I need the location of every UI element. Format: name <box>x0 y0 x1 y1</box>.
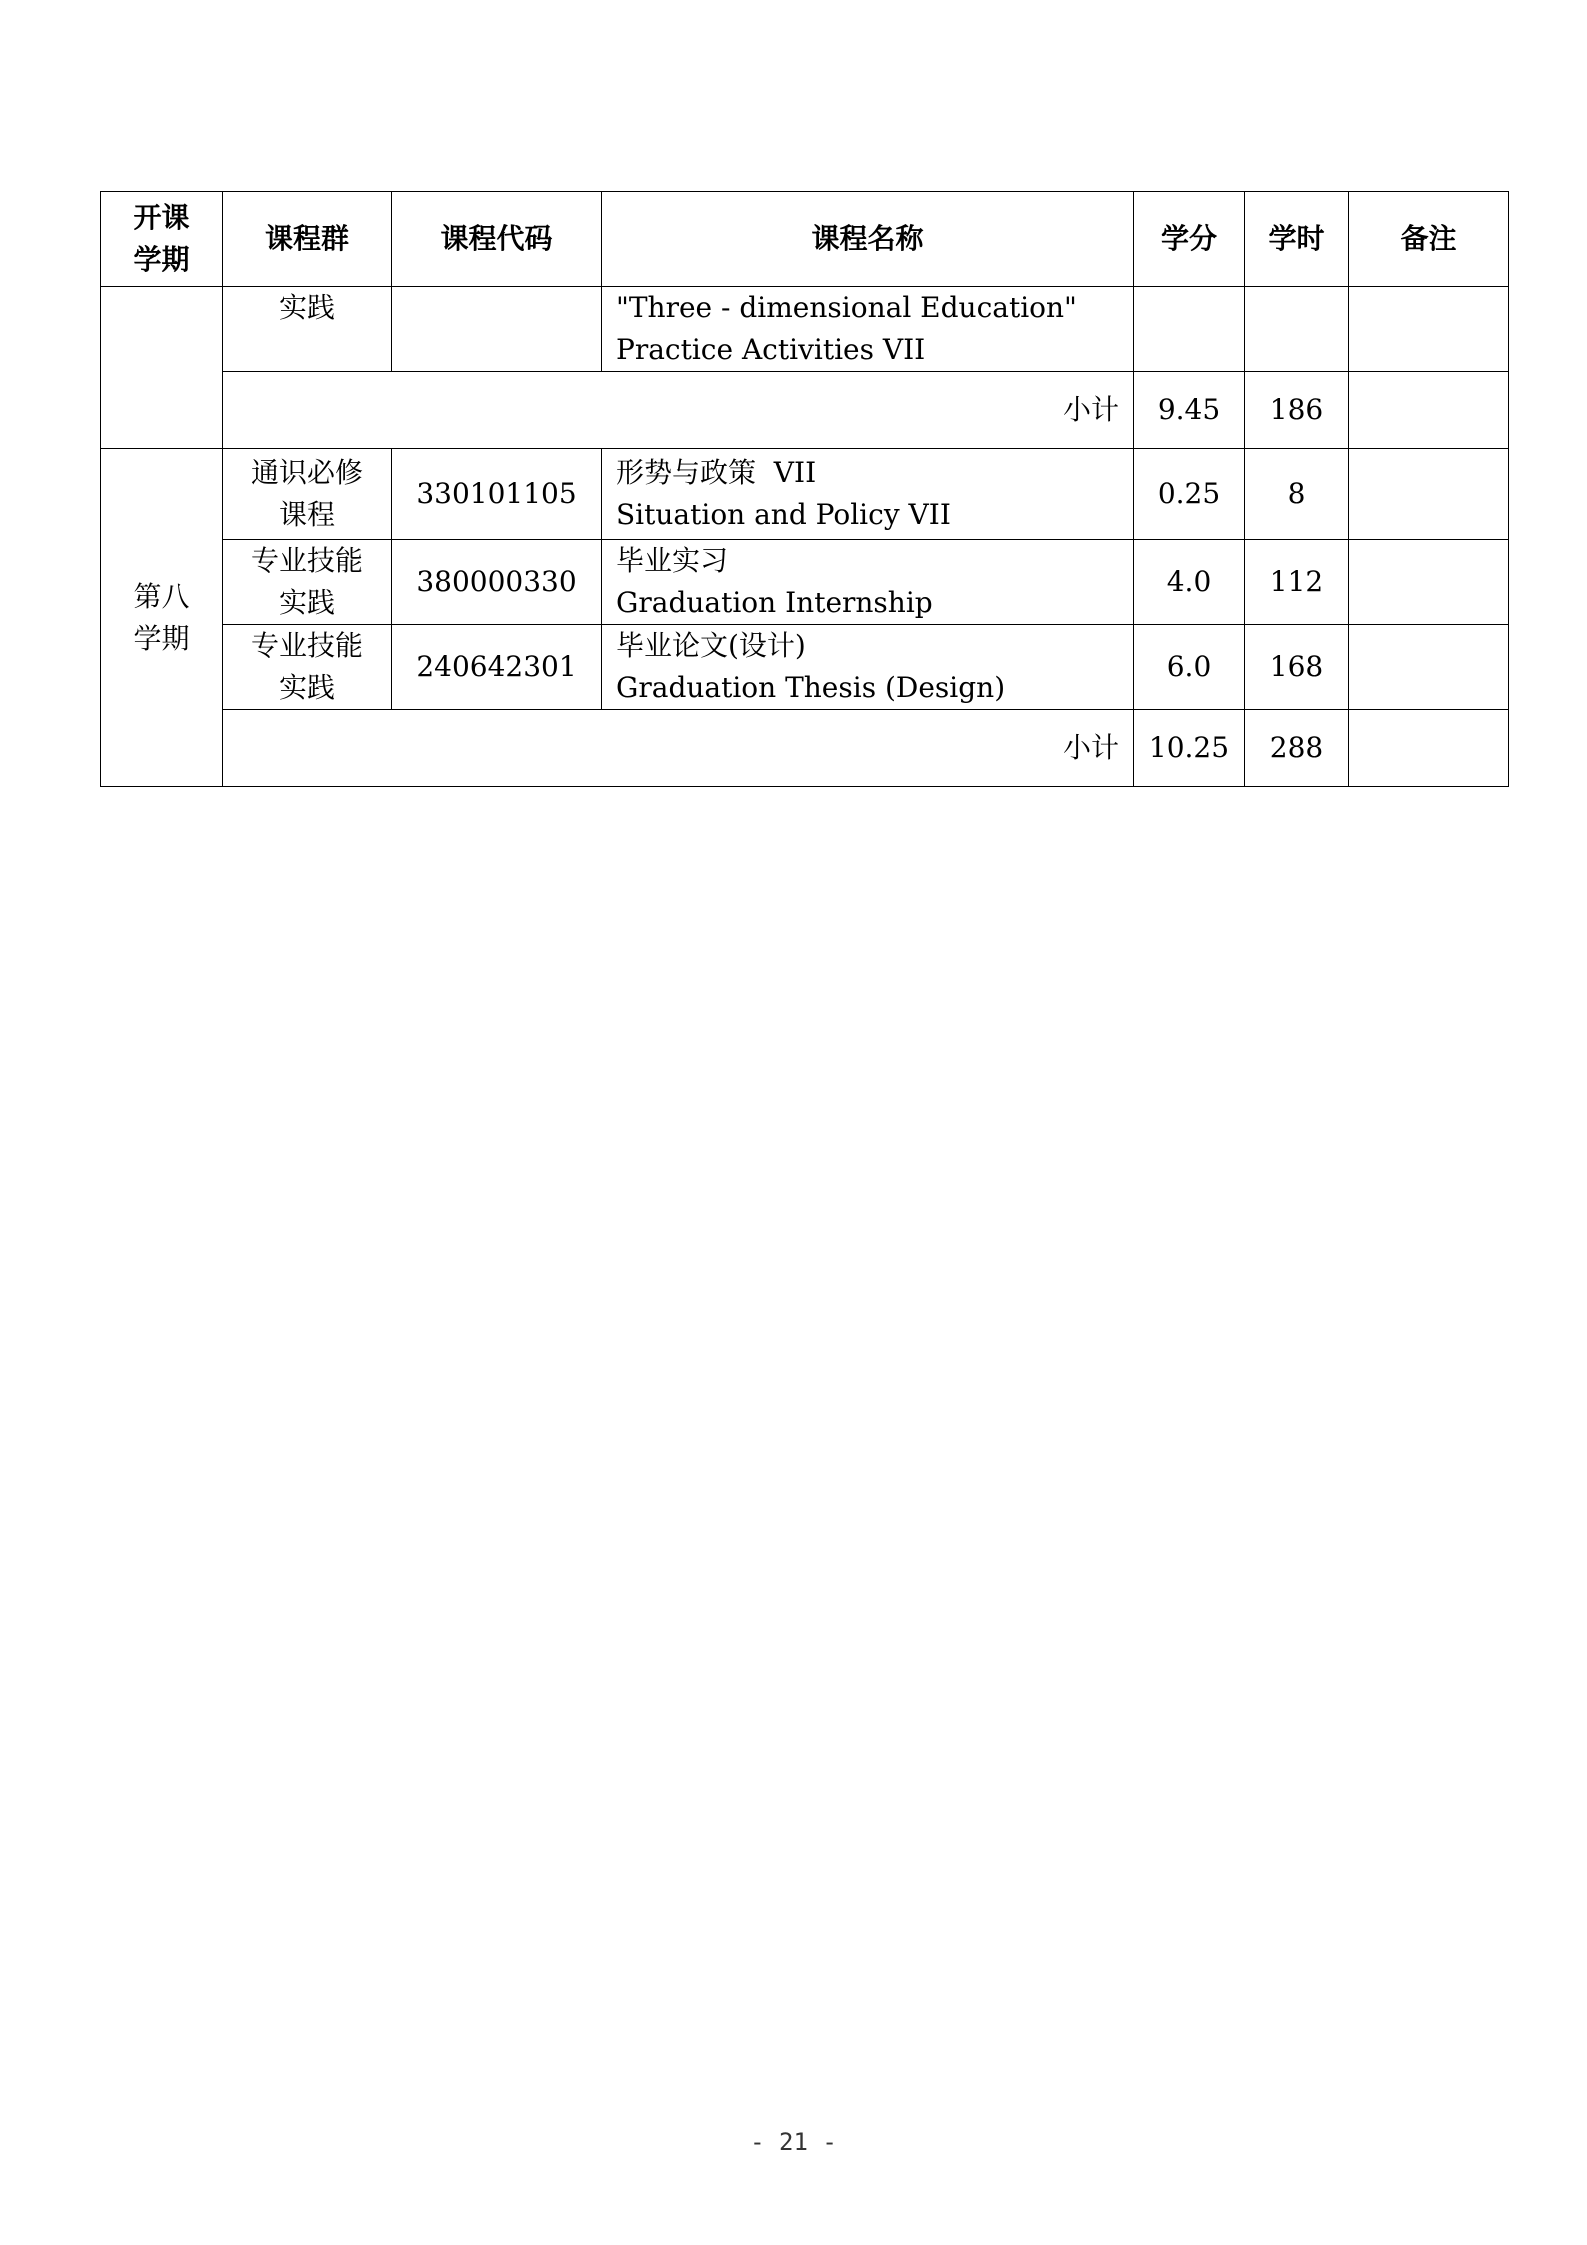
course-remark <box>1349 449 1509 540</box>
subtotal-hours: 186 <box>1245 372 1349 449</box>
course-name-line1: 形势与政策 VII <box>616 456 817 489</box>
subtotal-label: 小计 <box>223 372 1134 449</box>
course-code: 380000330 <box>392 540 602 625</box>
header-credit: 学分 <box>1134 192 1245 287</box>
course-name-line1: 毕业论文(设计) <box>616 629 806 662</box>
course-group-line1: 通识必修 <box>250 456 363 489</box>
table-row <box>101 287 1509 372</box>
course-hours: 8 <box>1245 449 1349 540</box>
course-group-line2: 实践 <box>278 586 335 619</box>
course-remark <box>1349 540 1509 625</box>
page-number: - 21 - <box>750 2128 837 2156</box>
course-credit: 0.25 <box>1134 449 1245 540</box>
course-code <box>392 287 602 372</box>
course-group-line2: 实践 <box>278 671 335 704</box>
course-name <box>602 287 1134 372</box>
table-row <box>101 625 1509 710</box>
course-name-line1: "Three - dimensional Education" <box>616 291 1077 324</box>
semester-cell-previous <box>101 287 223 449</box>
header-row <box>101 192 1509 287</box>
course-remark <box>1349 625 1509 710</box>
subtotal-row <box>101 372 1509 449</box>
course-name <box>602 625 1134 710</box>
course-credit: 6.0 <box>1134 625 1245 710</box>
subtotal-remark <box>1349 372 1509 449</box>
course-name <box>602 540 1134 625</box>
course-name-line2: Situation and Policy VII <box>616 498 951 531</box>
header-semester-line1: 开课 <box>133 201 190 234</box>
course-group-line1: 专业技能 <box>250 544 363 577</box>
course-group <box>223 625 392 710</box>
course-name-line2: Graduation Thesis (Design) <box>616 671 1006 704</box>
subtotal-hours: 288 <box>1245 710 1349 787</box>
subtotal-row <box>101 710 1509 787</box>
header-hours: 学时 <box>1245 192 1349 287</box>
course-group: 实践 <box>223 287 392 372</box>
subtotal-remark <box>1349 710 1509 787</box>
course-group-line2: 课程 <box>278 498 335 531</box>
course-name <box>602 449 1134 540</box>
header-semester-line2: 学期 <box>133 243 190 276</box>
course-group-line1: 专业技能 <box>250 629 363 662</box>
course-name-line2: Practice Activities VII <box>616 333 926 366</box>
course-name-line2: Graduation Internship <box>616 586 933 619</box>
semester-label-line1: 第八 <box>133 579 190 613</box>
course-name-line1: 毕业实习 <box>616 544 729 577</box>
course-group <box>223 449 392 540</box>
table-row <box>101 540 1509 625</box>
course-code: 330101105 <box>392 449 602 540</box>
course-hours: 112 <box>1245 540 1349 625</box>
semester-label-line2: 学期 <box>133 621 190 655</box>
table-row <box>101 449 1509 540</box>
subtotal-credit: 10.25 <box>1134 710 1245 787</box>
course-code: 240642301 <box>392 625 602 710</box>
course-hours: 168 <box>1245 625 1349 710</box>
course-group <box>223 540 392 625</box>
header-remark: 备注 <box>1349 192 1509 287</box>
course-credit: 4.0 <box>1134 540 1245 625</box>
course-remark <box>1349 287 1509 372</box>
semester-cell-eighth <box>101 449 223 787</box>
header-semester <box>101 192 223 287</box>
header-group: 课程群 <box>223 192 392 287</box>
header-code: 课程代码 <box>392 192 602 287</box>
course-hours <box>1245 287 1349 372</box>
subtotal-credit: 9.45 <box>1134 372 1245 449</box>
curriculum-table <box>100 191 1509 787</box>
course-credit <box>1134 287 1245 372</box>
subtotal-label: 小计 <box>223 710 1134 787</box>
header-name: 课程名称 <box>602 192 1134 287</box>
